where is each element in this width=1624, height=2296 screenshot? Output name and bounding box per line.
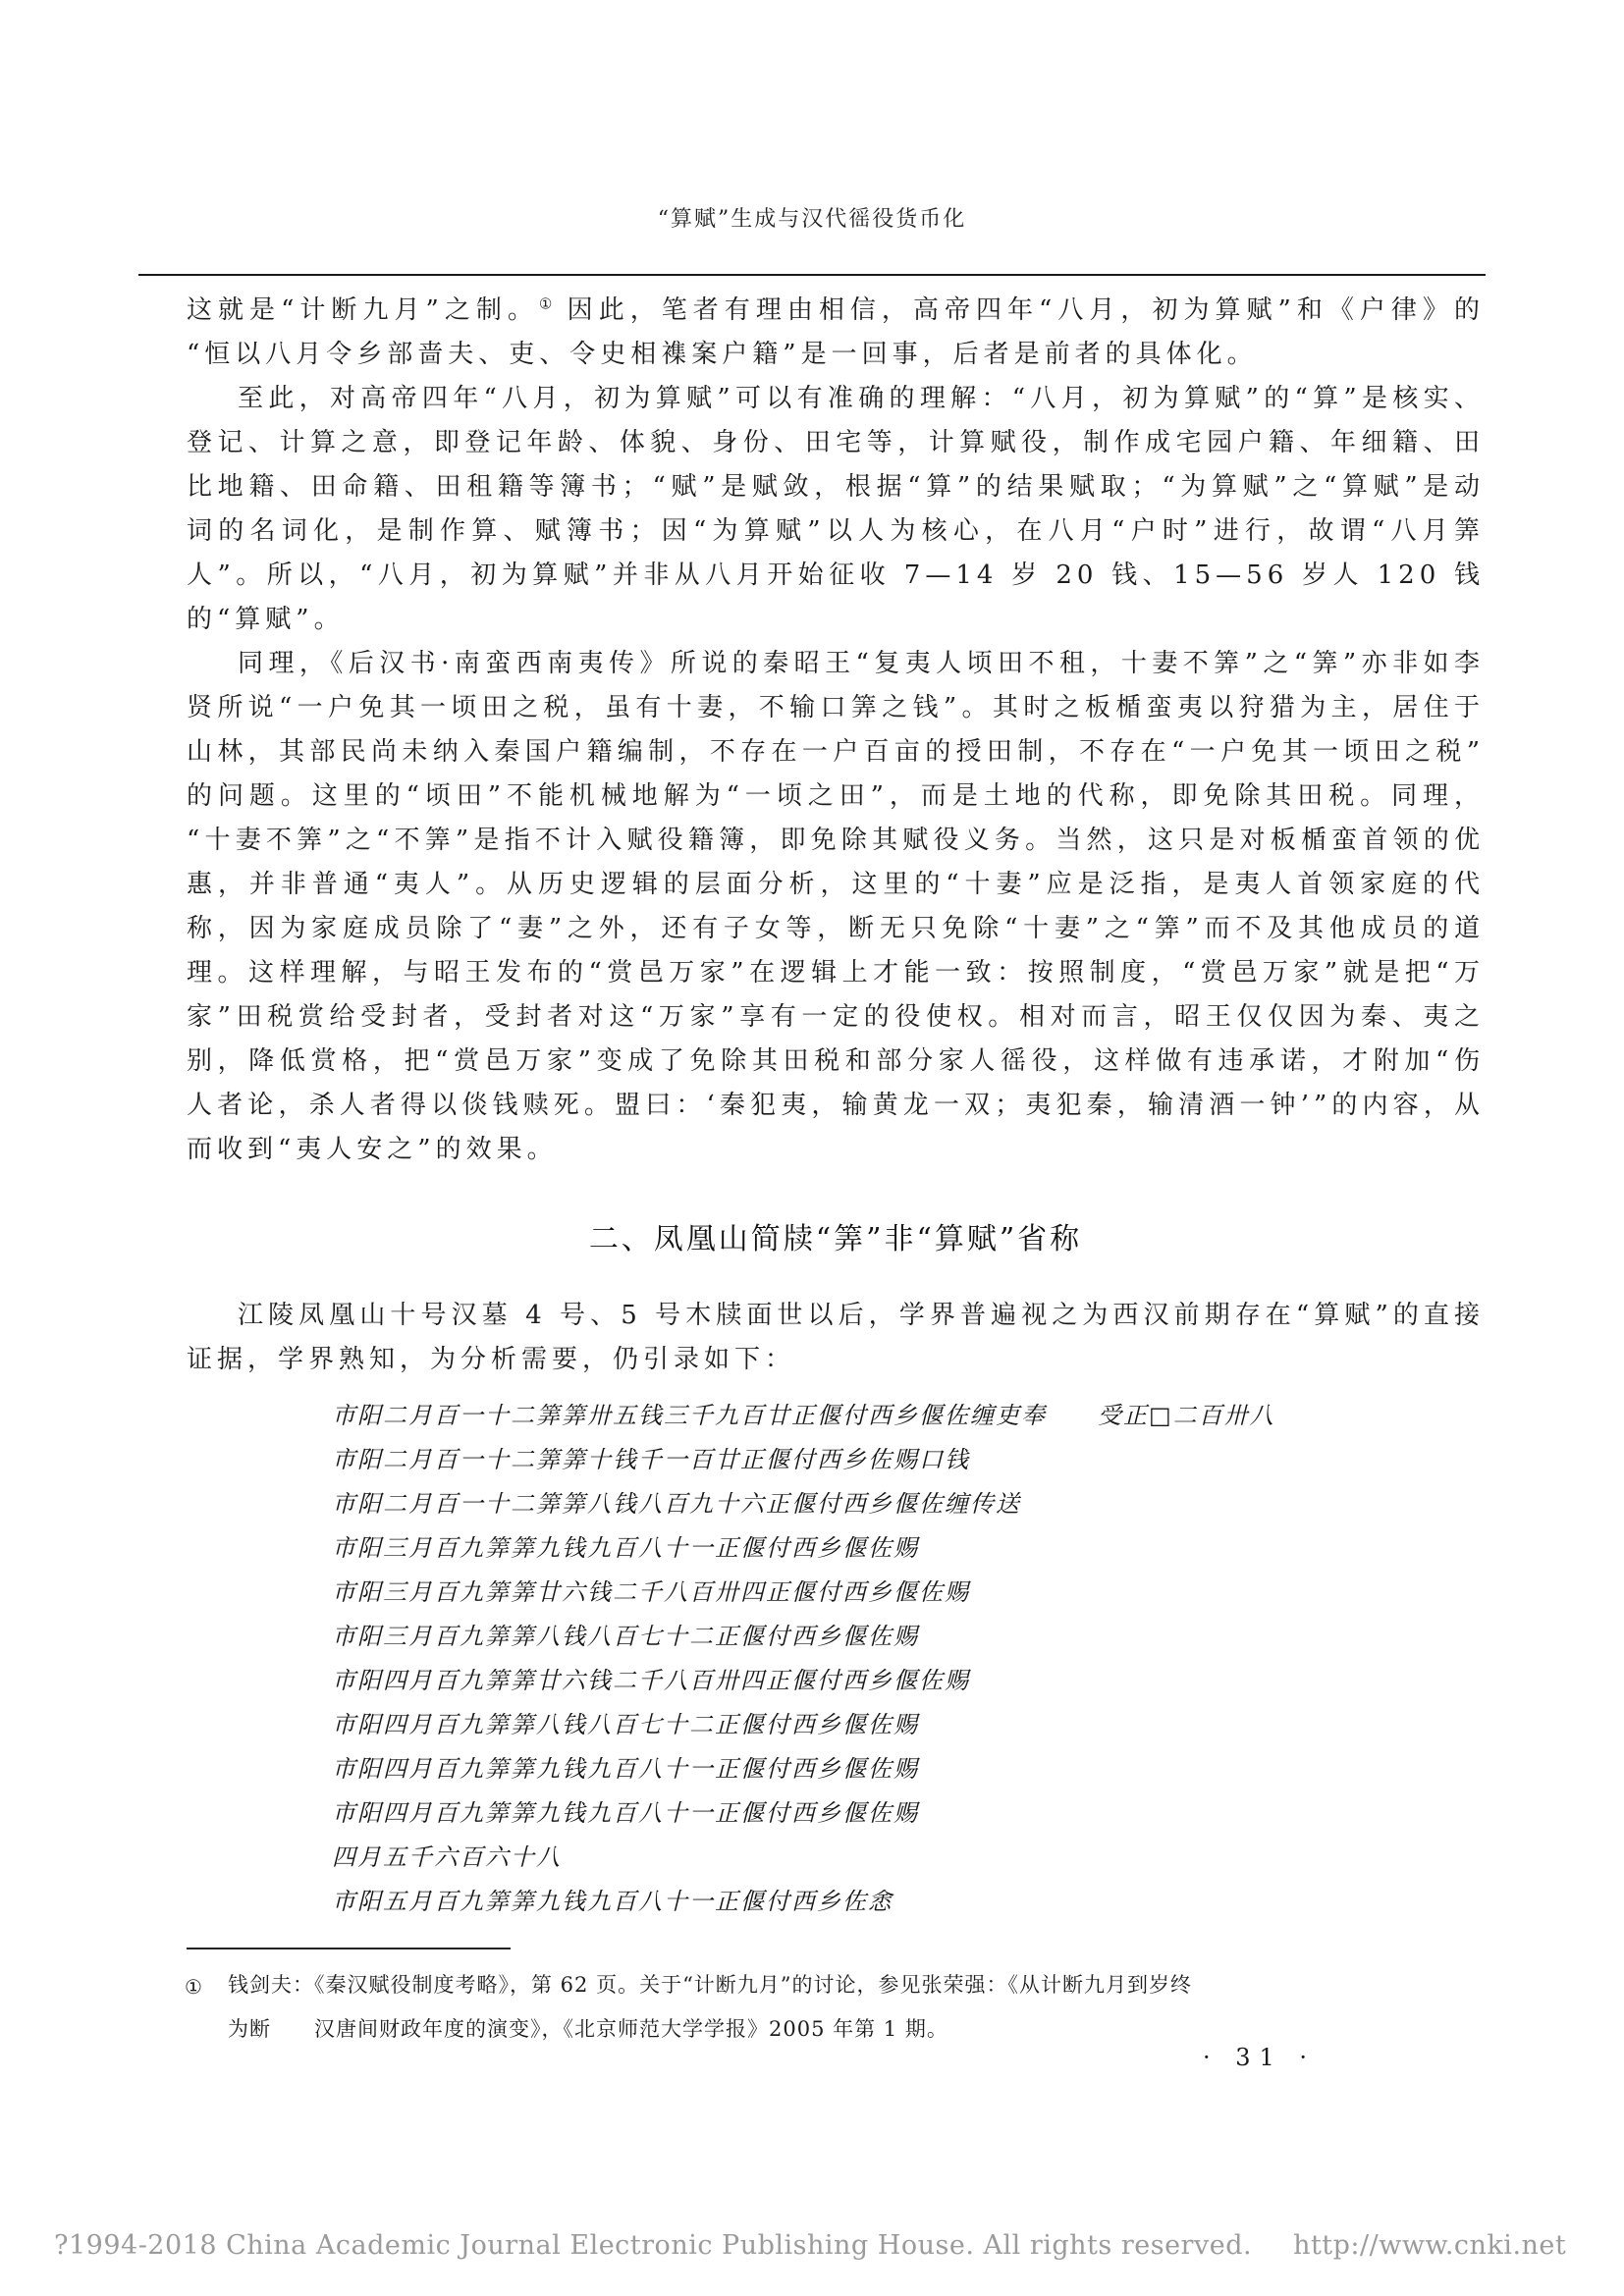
paragraph-2: 至此，对高帝四年“八月，初为算赋”可以有准确的理解：“八月，初为算赋”的“算”是核实、登记、计算之意，即登记年龄、体貌、身份、田宅等，计算赋役，制作成宅园户籍、年细籍、田比地籍、田命籍、田租籍等簿书；“赋”是赋敛，根据“算”的结果赋取；“为算赋”之“算赋”是动词的名词化，是制作算、赋簿书；因“为算赋”以人为核心，在八月“户时”进行，故谓“八月筭人”。所以，“八月，初为算赋”并非从八月开始征收 7—14 岁 20 钱、15—56 岁人 120 钱的“算赋”。 — [187, 384, 1485, 634]
footnote-ref-1: ① — [538, 294, 554, 313]
paragraph-text: 这就是“计断九月”之制。 — [187, 295, 539, 325]
footnote-separator — [187, 1948, 511, 1949]
quote-line: 市阳五月百九筭筭九钱九百八十一正偃付西乡佐悆 — [332, 1888, 893, 1915]
footnote-line: 钱剑夫：《秦汉赋役制度考略》，第 62 页。关于“计断九月”的讨论，参见张荣强：《从计断九月到岁终 — [228, 1973, 1193, 1997]
quote-line: 市阳四月百九筭筭廿六钱二千八百卅四正偃付西乡偃佐赐 — [332, 1667, 970, 1694]
page-number: · 31 · — [1203, 2044, 1317, 2071]
section-heading: 二、凤凰山简牍“筭”非“算赋”省称 — [588, 1222, 1083, 1256]
quote-line: 市阳三月百九筭筭九钱九百八十一正偃付西乡偃佐赐 — [332, 1534, 919, 1562]
paragraph-text: 因此，笔者有理由相信，高帝四年“八月，初为算赋”和《户律》的“恒以八月令乡部啬夫、吏、令史相襍案户籍”是一回事，后者是前者的具体化。 — [187, 295, 1485, 369]
running-head: “算赋”生成与汉代徭役货币化 — [657, 207, 967, 232]
quote-line: 市阳四月百九筭筭九钱九百八十一正偃付西乡偃佐赐 — [332, 1755, 919, 1783]
footer-url: http://www.cnki.net — [1293, 2230, 1567, 2261]
quote-line: 市阳三月百九筭筭廿六钱二千八百卅四正偃付西乡偃佐赐 — [332, 1578, 970, 1606]
paragraph-1 — [187, 289, 1485, 377]
quote-block — [332, 1394, 1485, 1924]
footer-watermark — [54, 2230, 1586, 2261]
quote-line: 市阳四月百九筭筭九钱九百八十一正偃付西乡偃佐赐 — [332, 1799, 919, 1827]
quote-line: 市阳二月百一十二筭筭八钱八百九十六正偃付西乡偃佐缠传送 — [332, 1490, 1021, 1518]
quote-line: 市阳二月百一十二筭筭卅五钱三千九百廿正偃付西乡偃佐缠吏奉 受正□二百卅八 — [332, 1402, 1275, 1429]
quote-line: 市阳四月百九筭筭八钱八百七十二正偃付西乡偃佐赐 — [332, 1711, 919, 1738]
copyright-text: ?1994-2018 China Academic Journal Electronic Publishing House. All rights reserved. — [54, 2230, 1253, 2261]
footnote-marker: ① — [185, 1975, 203, 1999]
article-body — [187, 289, 1485, 1924]
quote-line: 四月五千六百六十八 — [332, 1843, 562, 1871]
paragraph-4: 江陵凤凰山十号汉墓 4 号、5 号木牍面世以后，学界普遍视之为西汉前期存在“算赋”的直接证据，学界熟知，为分析需要，仍引录如下： — [187, 1301, 1485, 1374]
footnote — [185, 1963, 1494, 2052]
header-rule — [138, 274, 1486, 276]
quote-line: 市阳三月百九筭筭八钱八百七十二正偃付西乡偃佐赐 — [332, 1623, 919, 1650]
footnote-line: 为断 汉唐间财政年度的演变》，《北京师范大学学报》2005 年第 1 期。 — [228, 2017, 948, 2041]
quote-line: 市阳二月百一十二筭筭十钱千一百廿正偃付西乡佐赐口钱 — [332, 1446, 970, 1473]
paragraph-3: 同理，《后汉书·南蛮西南夷传》所说的秦昭王“复夷人顷田不租，十妻不筭”之“筭”亦非如李贤所说“一户免其一顷田之税，虽有十妻，不输口筭之钱”。其时之板楯蛮夷以狩猎为主，居住于山林，其部民尚未纳入秦国户籍编制，不存在一户百亩的授田制，不存在“一户免其一顷田之税”的问题。这里的“顷田”不能机械地解为“一顷之田”，而是土地的代称，即免除其田税。同理，“十妻不筭”之“不筭”是指不计入赋役籍簿，即免除其赋役义务。当然，这只是对板楯蛮首领的优惠，并非普通“夷人”。从历史逻辑的层面分析，这里的“十妻”应是泛指，是夷人首领家庭的代称，因为家庭成员除了“妻”之外，还有子女等，断无只免除“十妻”之“筭”而不及其他成员的道理。这样理解，与昭王发布的“赏邑万家”在逻辑上才能一致：按照制度，“赏邑万家”就是把“万家”田税赏给受封者，受封者对这“万家”享有一定的役使权。相对而言，昭王仅仅因为秦、夷之别，降低赏格，把“赏邑万家”变成了免除其田税和部分家人徭役，这样做有违承诺，才附加“伤人者论，杀人者得以倓钱赎死。盟曰：‘秦犯夷，输黄龙一双；夷犯秦，输清酒一钟’”的内容，从而收到“夷人安之”的效果。 — [187, 649, 1485, 1164]
